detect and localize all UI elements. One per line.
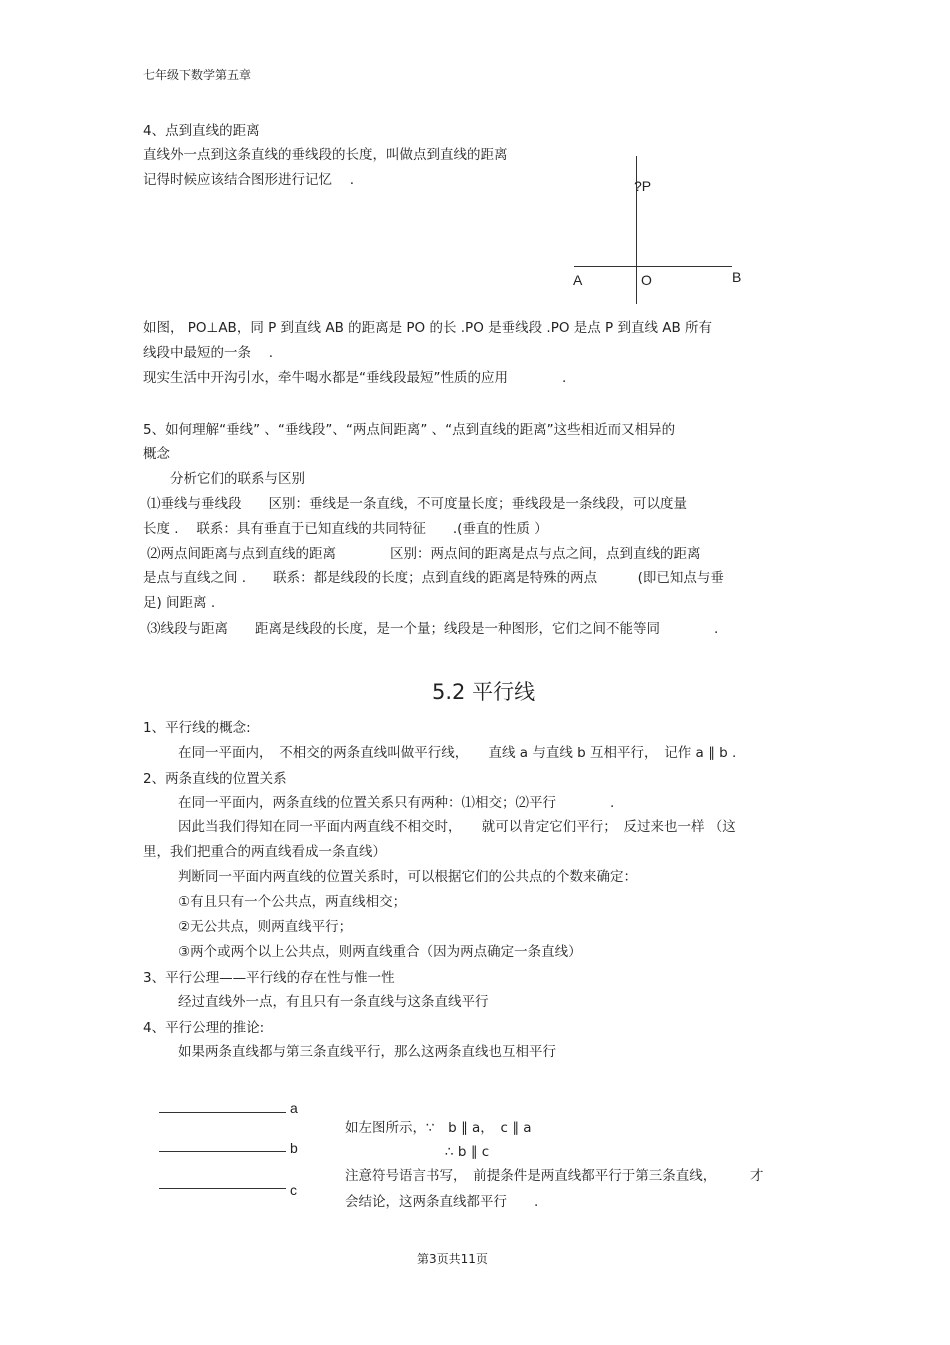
section-5-item-1b: 长度 . 联系：具有垂直于已知直线的共同特征 .(垂直的性质 ） — [143, 521, 548, 537]
figure-2-premise: 如左图所示，∵ b ∥ a， c ∥ a — [345, 1120, 532, 1136]
section-5-item-2a: ⑵两点间距离与点到直线的距离 区别：两点间的距离是点与点之间，点到直线的距离 — [147, 546, 701, 562]
section-4-memory-tip: 记得时候应该结合图形进行记忆 . — [143, 172, 355, 188]
parallel-3-axiom: 经过直线外一点，有且只有一条直线与这条直线平行 — [178, 994, 489, 1010]
parallel-4-title: 4、平行公理的推论: — [143, 1020, 265, 1036]
label-o: O — [641, 272, 652, 288]
parallel-2-line-3: 里，我们把重合的两直线看成一条直线） — [143, 844, 386, 860]
section-5-intro: 分析它们的联系与区别 — [170, 471, 305, 487]
section-4-explanation-2: 线段中最短的一条 . — [143, 345, 274, 361]
section-4-explanation-1: 如图， PO⊥AB，同 P 到直线 AB 的距离是 PO 的长 .PO 是垂线段 .PO 是点 P 到直线 AB 所有 — [143, 320, 713, 336]
horizontal-line-ab — [574, 266, 732, 267]
section-5-item-3: ⑶线段与距离 距离是线段的长度，是一个量；线段是一种图形，它们之间不能等同 . — [147, 621, 719, 637]
section-5-title-1: 5、如何理解“垂线” 、“垂线段”、“两点间距离” 、“点到直线的距离”这些相近而又相异的 — [143, 422, 676, 438]
figure-2-conclusion: ∴ b ∥ c — [445, 1144, 490, 1160]
parallel-2-case-1: ①有且只有一个公共点，两直线相交； — [178, 894, 407, 910]
line-b — [159, 1151, 286, 1152]
parallel-4-corollary: 如果两条直线都与第三条直线平行，那么这两条直线也互相平行 — [178, 1044, 556, 1060]
section-5-title-2: 概念 — [143, 446, 170, 462]
section-5-item-2b: 是点与直线之间 . 联系：都是线段的长度；点到直线的距离是特殊的两点 (即已知点与垂 — [143, 570, 724, 586]
label-line-c: c — [290, 1182, 297, 1198]
page-header: 七年级下数学第五章 — [143, 68, 252, 82]
parallel-2-line-2: 因此当我们得知在同一平面内两直线不相交时， 就可以肯定它们平行； 反过来也一样 （这 — [178, 819, 736, 835]
parallel-2-case-3: ③两个或两个以上公共点，则两直线重合（因为两点确定一条直线） — [178, 944, 582, 960]
label-a: A — [573, 272, 583, 288]
section-5-item-1a: ⑴垂线与垂线段 区别：垂线是一条直线，不可度量长度；垂线段是一条线段，可以度量 — [147, 496, 687, 512]
parallel-2-line-4: 判断同一平面内两直线的位置关系时，可以根据它们的公共点的个数来确定： — [178, 869, 637, 885]
section-4-definition: 直线外一点到这条直线的垂线段的长度，叫做点到直线的距离 — [143, 147, 508, 163]
chapter-title: 5.2 平行线 — [432, 680, 536, 704]
parallel-3-title: 3、平行公理——平行线的存在性与惟一性 — [143, 970, 395, 986]
label-line-b: b — [290, 1140, 298, 1156]
section-4-title: 4、点到直线的距离 — [143, 123, 260, 139]
label-line-a: a — [290, 1100, 298, 1116]
parallel-1-title: 1、平行线的概念: — [143, 720, 251, 736]
parallel-1-definition: 在同一平面内， 不相交的两条直线叫做平行线， 直线 a 与直线 b 互相平行， 记作 a ∥ b . — [178, 745, 737, 761]
section-5-item-2c: 足) 间距离 . — [143, 595, 216, 611]
parallel-lines-figure — [155, 1095, 315, 1205]
label-b: B — [732, 269, 742, 285]
perpendicular-figure — [560, 150, 760, 310]
parallel-2-title: 2、两条直线的位置关系 — [143, 771, 287, 787]
section-4-application: 现实生活中开沟引水，牵牛喝水都是“垂线段最短”性质的应用 . — [143, 370, 567, 386]
page-footer: 第3页共11页 — [417, 1252, 488, 1266]
figure-2-note-1: 注意符号语言书写， 前提条件是两直线都平行于第三条直线， 才 — [345, 1168, 764, 1184]
line-c — [159, 1188, 286, 1189]
figure-2-note-2: 会结论，这两条直线都平行 . — [345, 1194, 539, 1210]
label-p: ?P — [634, 178, 652, 194]
line-a — [159, 1112, 286, 1113]
parallel-2-case-2: ②无公共点，则两直线平行； — [178, 919, 353, 935]
parallel-2-line-1: 在同一平面内，两条直线的位置关系只有两种：⑴相交；⑵平行 . — [178, 795, 615, 811]
